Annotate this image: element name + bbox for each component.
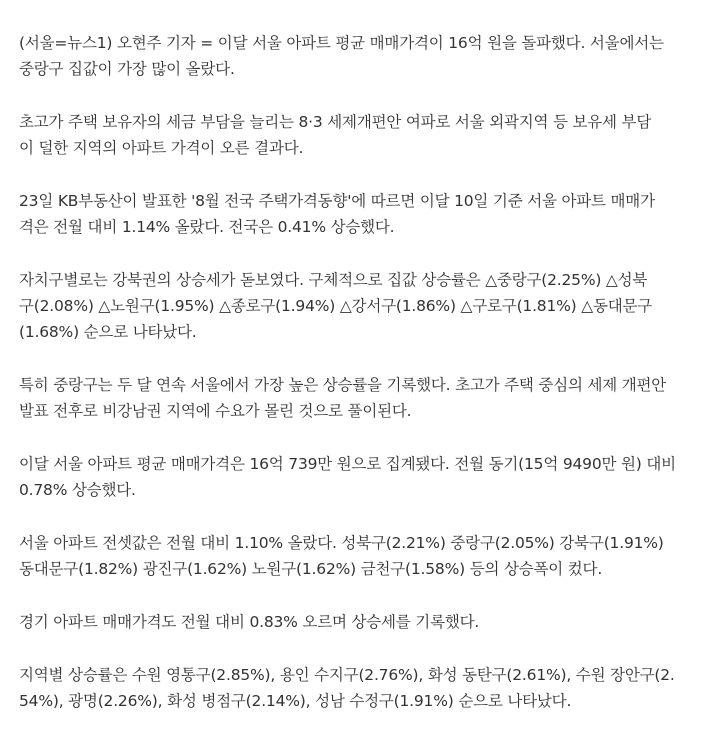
paragraph-lead (19, 30, 695, 82)
paragraph-line: (서울=뉴스1) 오현주 기자 = 이달 서울 아파트 평균 매매가격이 16억 원을 돌파했다. 서울에서는 (19, 34, 664, 52)
paragraph-line: 격은 전월 대비 1.14% 올랐다. 전국은 0.41% 상승했다. (19, 218, 395, 236)
paragraph-line: 자치구별로는 강북권의 상승세가 돋보였다. 구체적으로 집값 상승률은 △중랑구(2.25%) △성북 (19, 271, 648, 289)
paragraph-kb-report (19, 188, 695, 240)
paragraph-line: 중랑구 집값이 가장 많이 올랐다. (19, 60, 235, 78)
article-body (19, 30, 695, 714)
paragraph-line: 초고가 주택 보유자의 세금 부담을 늘리는 8·3 세제개편안 여파로 서울 외곽지역 등 보유세 부담 (19, 113, 652, 131)
paragraph-line: 54%), 광명(2.26%), 화성 병점구(2.14%), 성남 수정구(1.91%) 순으로 나타났다. (19, 692, 572, 710)
paragraph-regional-rates (19, 662, 695, 714)
paragraph-gyeonggi (19, 609, 695, 635)
paragraph-line: 23일 KB부동산이 발표한 '8월 전국 주택가격동향'에 따르면 이달 10일 기준 서울 아파트 매매가 (19, 192, 655, 210)
paragraph-line: (1.68%) 순으로 나타났다. (19, 323, 197, 341)
paragraph-line: 경기 아파트 매매가격도 전월 대비 0.83% 오르며 상승세를 기록했다. (19, 613, 480, 631)
paragraph-line: 구(2.08%) △노원구(1.95%) △종로구(1.94%) △강서구(1.86%) △구로구(1.81%) △동대문구 (19, 297, 653, 315)
paragraph-line: 서울 아파트 전셋값은 전월 대비 1.10% 올랐다. 성북구(2.21%) 중랑구(2.05%) 강북구(1.91%) (19, 534, 664, 552)
paragraph-jeonse (19, 530, 695, 582)
paragraph-line: 동대문구(1.82%) 광진구(1.62%) 노원구(1.62%) 금천구(1.58%) 등의 상승폭이 컸다. (19, 560, 603, 578)
paragraph-line: 이 덜한 지역의 아파트 가격이 오른 결과다. (19, 139, 304, 157)
paragraph-cause (19, 109, 695, 161)
paragraph-jungnang (19, 372, 695, 424)
paragraph-average-price (19, 451, 695, 503)
paragraph-district-rates (19, 267, 695, 345)
paragraph-line: 이달 서울 아파트 평균 매매가격은 16억 739만 원으로 집계됐다. 전월 동기(15억 9490만 원) 대비 (19, 455, 676, 473)
paragraph-line: 지역별 상승률은 수원 영통구(2.85%), 용인 수지구(2.76%), 화성 동탄구(2.61%), 수원 장안구(2. (19, 666, 675, 684)
paragraph-line: 0.78% 상승했다. (19, 481, 136, 499)
paragraph-line: 특히 중랑구는 두 달 연속 서울에서 가장 높은 상승률을 기록했다. 초고가 주택 중심의 세제 개편안 (19, 376, 667, 394)
paragraph-line: 발표 전후로 비강남권 지역에 수요가 몰린 것으로 풀이된다. (19, 402, 412, 420)
